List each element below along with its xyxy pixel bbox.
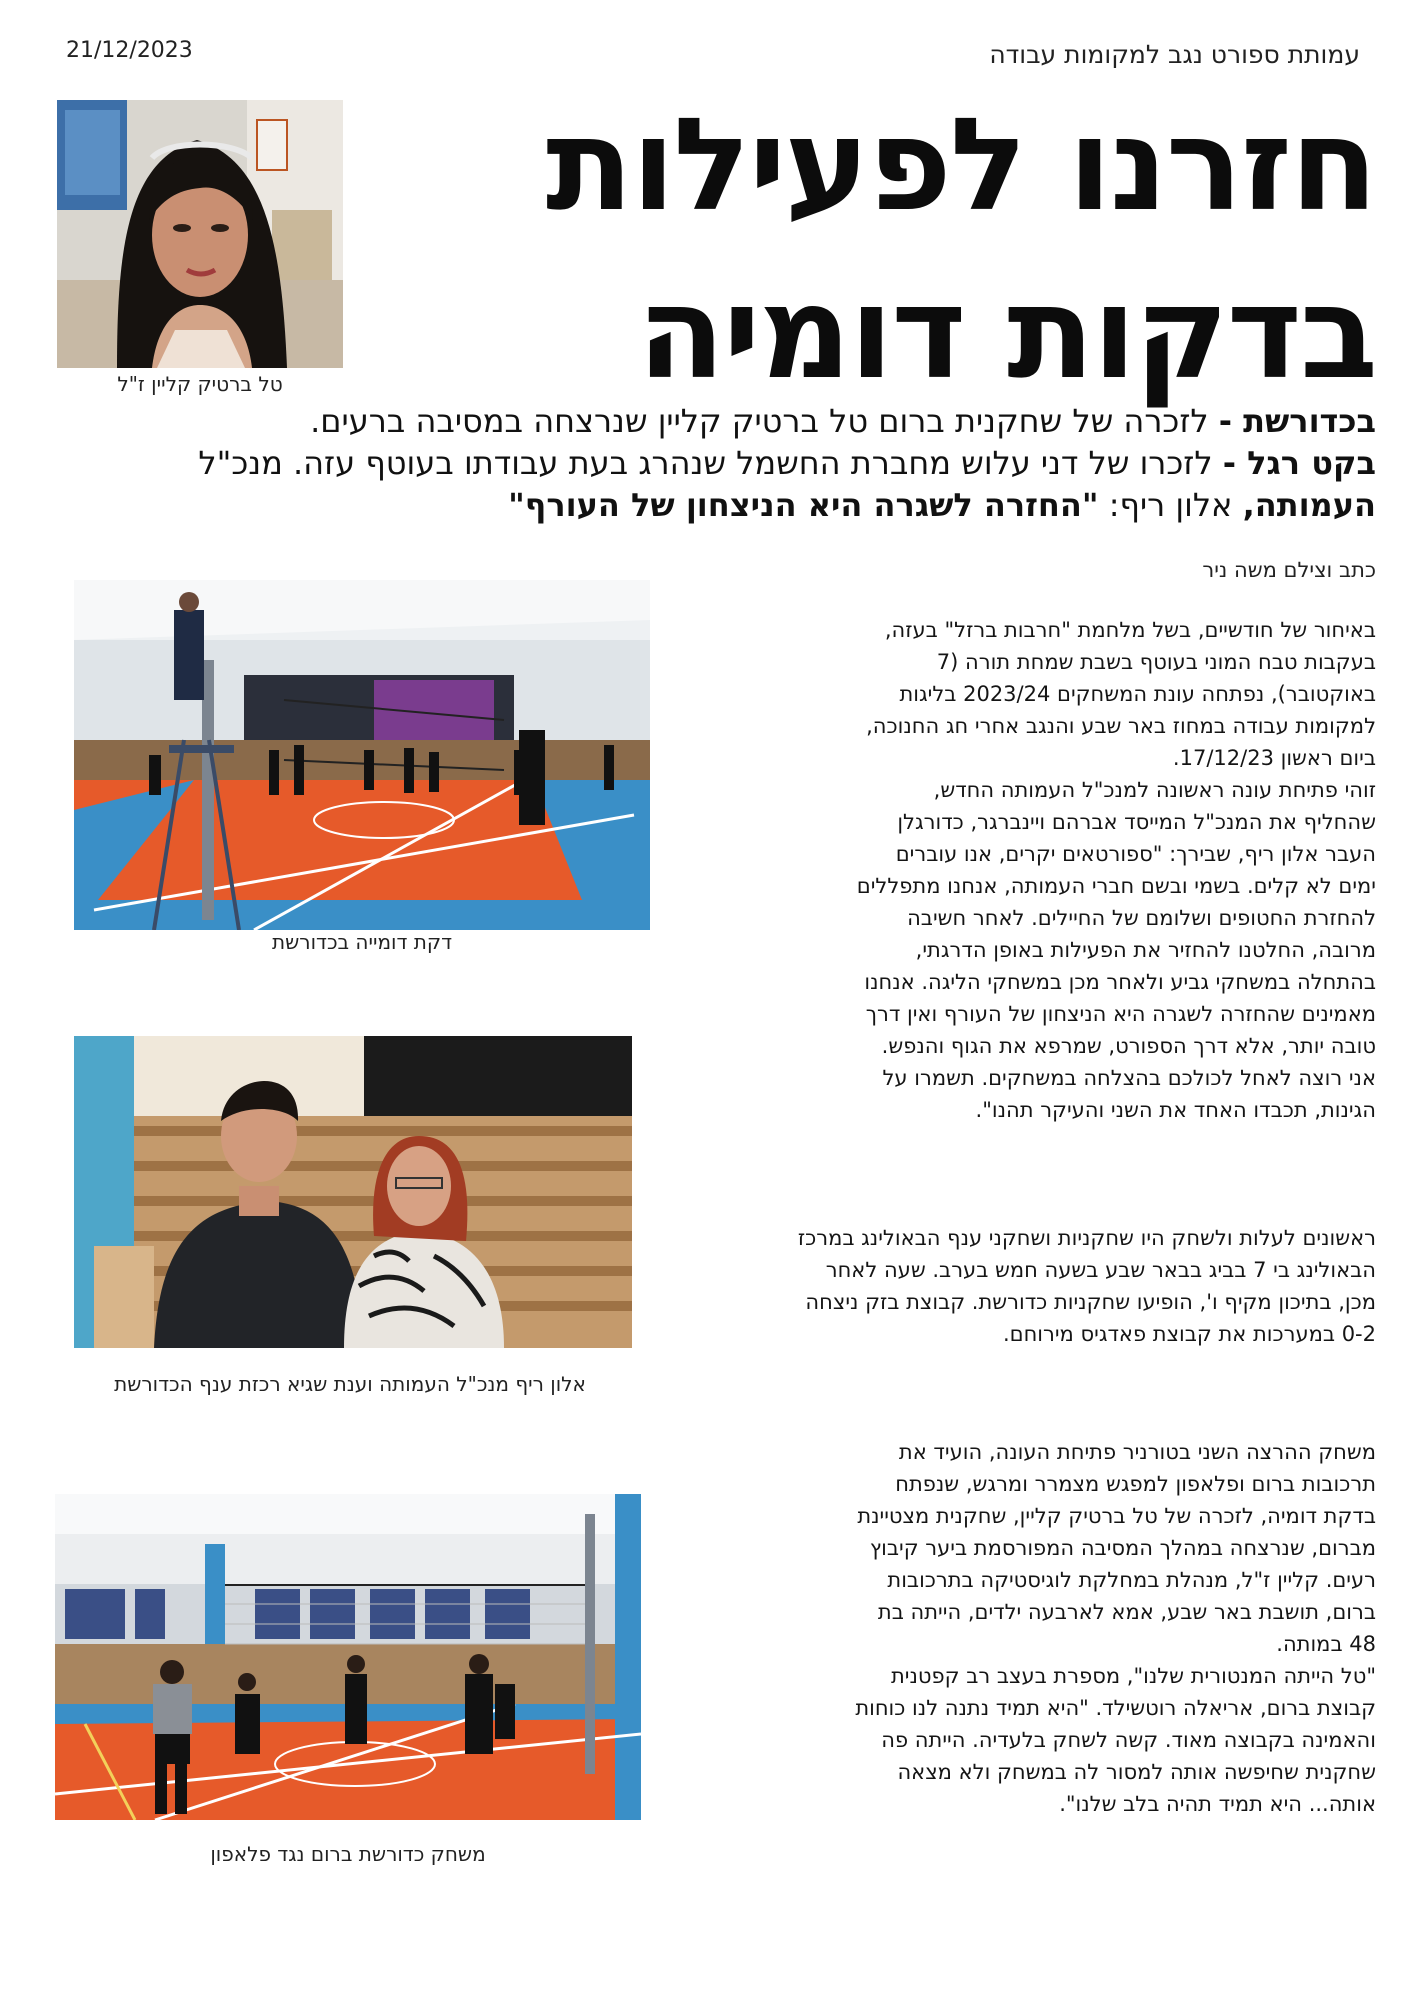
- article-block-1: [676, 614, 1376, 1126]
- publication-date: 21/12/2023: [66, 38, 193, 63]
- article-line: והאמינה בקבוצה מאוד. קשה לשחק בלעדיה. הייתה פה: [881, 1728, 1376, 1752]
- article-line: הגינות, תכבדו האחד את השני והעיקר תהנו".: [975, 1098, 1376, 1122]
- subhead-quote: "החזרה לשגרה היא הניצחון של העורף": [508, 486, 1099, 524]
- subhead-text-3: אלון ריף:: [1098, 486, 1243, 524]
- article-line: זוהי פתיחת עונה ראשונה למנכ"ל העמותה החדש,: [933, 778, 1376, 802]
- article-subhead: [196, 400, 1376, 526]
- article-block-3: [676, 1436, 1376, 1820]
- portrait-caption: טל ברטיק קליין ז"ל: [117, 372, 283, 396]
- article-line: ברום, תושבת באר שבע, אמא לארבעה ילדים, הייתה בת: [877, 1600, 1376, 1624]
- article-line: בדקת דומיה, לזכרה של טל ברטיק קליין, שחקנית מצטיינת: [857, 1504, 1376, 1528]
- article-line: משחק ההרצה השני בטורניר פתיחת העונה, הועיד את: [898, 1440, 1376, 1464]
- subhead-line-2: [196, 442, 1376, 484]
- article-line: קבוצת ברום, אריאלה רוטשילד. "היא תמיד נתנה לנו כוחות: [855, 1696, 1376, 1720]
- article-line: רעים. קליין ז"ל, מנהלת במחלקת לוגיסטיקה בתרכובות: [887, 1568, 1376, 1592]
- moment-of-silence-image: [74, 580, 650, 930]
- photo-ceo-and-coordinator: [74, 1036, 632, 1348]
- article-line: מאמינים שהחזרה לשגרה היא הניצחון של העורף ואין דרך: [865, 1002, 1376, 1026]
- headline-line-2: בדקות דומיה: [637, 259, 1376, 408]
- photo-1-caption: דקת דומייה בכדורשת: [271, 930, 453, 954]
- article-line: ביום ראשון 17/12/23.: [1172, 746, 1376, 770]
- subhead-label-3: העמותה,: [1242, 486, 1376, 524]
- subhead-label-2: בקט רגל -: [1222, 444, 1376, 482]
- photo-2-caption: אלון ריף מנכ"ל העמותה וענת שגיא רכזת ענף הכדורשת: [114, 1372, 586, 1396]
- article-line: 0-2 במערכות את קבוצת פאדגיס מירוחם.: [1002, 1322, 1376, 1346]
- photo-brom-vs-pelephone: [55, 1494, 641, 1820]
- article-block-2: [676, 1222, 1376, 1350]
- brom-pelephone-image: [55, 1494, 641, 1820]
- article-line: מכן, בתיכון מקיף ו', הופיעו שחקניות כדורשת. קבוצת בזק ניצחה: [805, 1290, 1376, 1314]
- article-line: אותה... היא תמיד תהיה בלב שלנו".: [1059, 1792, 1376, 1816]
- portrait-photo: [57, 100, 343, 368]
- article-line: "טל הייתה המנטורית שלנו", מספרת בעצב רב קפטנית: [890, 1664, 1376, 1688]
- byline: כתב וצילם משה ניר: [1202, 558, 1376, 582]
- article-line: שהחליף את המנכ"ל המייסד אברהם ויינברגר, כדורגלן: [897, 810, 1376, 834]
- subhead-label-1: בכדורשת -: [1218, 402, 1376, 440]
- article-line: הבאולינג בי 7 בביג בבאר שבע בשעה חמש בערב. שעה לאחר: [825, 1258, 1376, 1282]
- article-line: למקומות עבודה במחוז באר שבע והנגב אחרי חג החנוכה,: [866, 714, 1376, 738]
- article-line: באוקטובר), נפתחה עונת המשחקים 2023/24 בליגות: [899, 682, 1376, 706]
- article-line: 48 במותה.: [1276, 1632, 1376, 1656]
- article-line: ראשונים לעלות ולשחק היו שחקניות ושחקני ענף הבאולינג במרכז: [797, 1226, 1376, 1250]
- subhead-line-3: [196, 484, 1376, 526]
- photo-moment-of-silence: [74, 580, 650, 930]
- article-line: להחזרת החטופים ושלומם של החיילים. לאחר חשיבה: [907, 906, 1376, 930]
- subhead-text-2: לזכרו של דני עלוש מחברת החשמל שנהרג בעת עבודתו בעוטף עזה. מנכ"ל: [198, 444, 1223, 482]
- article-line: תרכובות ברום ופלאפון למפגש מצמרר ומרגש, שנפתח: [895, 1472, 1376, 1496]
- article-line: שחקנית שחיפשה אותה למסור לה במשחק ולא מצאה: [897, 1760, 1376, 1784]
- article-line: טובה יותר, אלא דרך הספורט, שמרפא את הגוף והנפש.: [881, 1034, 1376, 1058]
- portrait-image: [57, 100, 343, 368]
- headline-line-1: חזרנו לפעילות: [545, 91, 1376, 240]
- subhead-text-1: לזכרה של שחקנית ברום טל ברטיק קליין שנרצחה במסיבה ברעים.: [310, 402, 1219, 440]
- article-line: בהתחלה במשחקי גביע ולאחר מכן במשחקי הליגה. אנחנו: [864, 970, 1376, 994]
- article-line: העבר אלון ריף, שבירך: "ספורטאים יקרים, אנו עוברים: [895, 842, 1376, 866]
- article-line: מברום, שנרצחה במהלך המסיבה המפורסמת ביער קיבוץ: [869, 1536, 1376, 1560]
- subhead-line-1: [196, 400, 1376, 442]
- article-line: בעקבות טבח המוני בעוטף בשבת שמחת תורה (7: [936, 650, 1376, 674]
- article-line: אני רוצה לאחל לכולכם בהצלחה במשחקים. תשמרו על: [882, 1066, 1376, 1090]
- article-line: ימים לא קלים. בשמי ובשם חברי העמותה, אנחנו מתפללים: [856, 874, 1376, 898]
- article-line: באיחור של חודשיים, בשל מלחמת "חרבות ברזל" בעזה,: [884, 618, 1376, 642]
- section-kicker: עמותת ספורט נגב למקומות עבודה: [989, 40, 1360, 69]
- photo-3-caption: משחק כדורשת ברום נגד פלאפון: [210, 1842, 486, 1866]
- article-line: מרובה, החלטנו להחזיר את הפעילות באופן הדרגתי,: [915, 938, 1376, 962]
- article-headline: [376, 82, 1376, 418]
- ceo-coordinator-image: [74, 1036, 632, 1348]
